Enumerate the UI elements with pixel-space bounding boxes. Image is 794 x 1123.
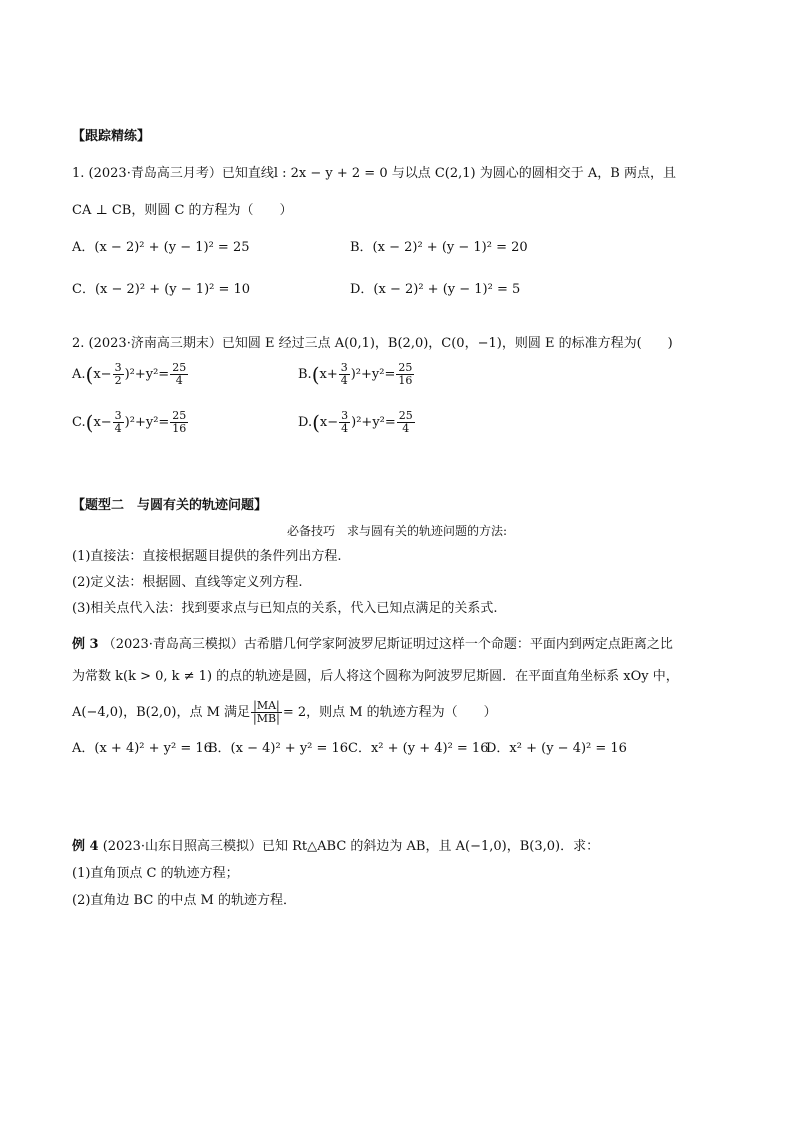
section-title-tracking: 【跟踪精练】	[72, 129, 151, 144]
example-4-part-2: (2)直角边 BC 的中点 M 的轨迹方程．	[72, 893, 296, 908]
question-1-option-c: C．(x − 2)² + (y − 1)² = 10	[72, 282, 251, 297]
example-3-line1: 例 3 （2023·青岛高三模拟）古希腊几何学家阿波罗尼斯证明过这样一个命题：平面内到两定点距离之比	[72, 637, 673, 652]
question-1-option-d: D．(x − 2)² + (y − 1)² = 5	[350, 282, 521, 297]
example-3-option-c: C．x² + (y + 4)² = 16	[348, 741, 489, 756]
question-2-option-d: D.(x− $\frac{3}{4}$ )²+y²= $\frac{25}{4}$	[298, 409, 413, 435]
question-1-option-a: A．(x − 2)² + (y − 1)² = 25	[72, 240, 250, 255]
example-3-option-d: D．x² + (y − 4)² = 16	[486, 741, 627, 756]
question-1-stem-line1: 1. (2023·青岛高三月考）已知直线l : 2x − y + 2 = 0 与以点 C(2,1) 为圆心的圆相交于 A，B 两点，且	[72, 166, 676, 181]
question-1-stem-line2: CA ⊥ CB，则圆 C 的方程为（ ）	[72, 203, 293, 218]
example-3-option-b: B．(x − 4)² + y² = 16	[208, 741, 349, 756]
question-2-option-a: A.(x− $\frac{3}{2}$ )²+y²= $\frac{25}{4}$	[72, 361, 187, 387]
section-title-locus: 【题型二 与圆有关的轨迹问题】	[72, 498, 268, 513]
example-3-label: 例 3	[72, 637, 99, 652]
example-4-line1: 例 4 (2023·山东日照高三模拟）已知 Rt△ABC 的斜边为 AB，且 A(−1,0)，B(3,0)．求：	[72, 839, 600, 854]
example-3-line2: 为常数 k(k > 0, k ≠ 1) 的点的轨迹是圆，后人将这个圆称为阿波罗尼斯圆．在平面直角坐标系 xOy 中，	[72, 669, 679, 684]
method-direct: (1)直接法：直接根据题目提供的条件列出方程.	[72, 549, 342, 564]
example-4-label: 例 4	[72, 839, 99, 854]
question-2-option-b: B.(x+ $\frac{3}{4}$ )²+y²= $\frac{25}{16}$	[298, 361, 413, 387]
question-2-option-c: C.(x− $\frac{3}{4}$ )²+y²= $\frac{25}{16}$	[72, 409, 187, 435]
question-2-stem: 2. (2023·济南高三期末）已知圆 E 经过三点 A(0,1)，B(2,0)，C(0，−1)，则圆 E 的标准方程为( )	[72, 336, 673, 351]
method-definition: (2)定义法：根据圆、直线等定义列方程.	[72, 575, 303, 590]
method-substitution: (3)相关点代入法：找到要求点与已知点的关系，代入已知点满足的关系式.	[72, 601, 498, 616]
essential-tip: 必备技巧 求与圆有关的轨迹问题的方法:	[286, 524, 508, 538]
example-3-option-a: A．(x + 4)² + y² = 16	[72, 741, 212, 756]
example-3-line3: A(−4,0)，B(2,0)，点 M 满足 $\frac{|MA|}{|MB|}$ = 2，则点 M 的轨迹方程为（ ）	[72, 699, 497, 725]
example-4-part-1: (1)直角顶点 C 的轨迹方程；	[72, 866, 239, 881]
question-1-option-b: B．(x − 2)² + (y − 1)² = 20	[350, 240, 528, 255]
